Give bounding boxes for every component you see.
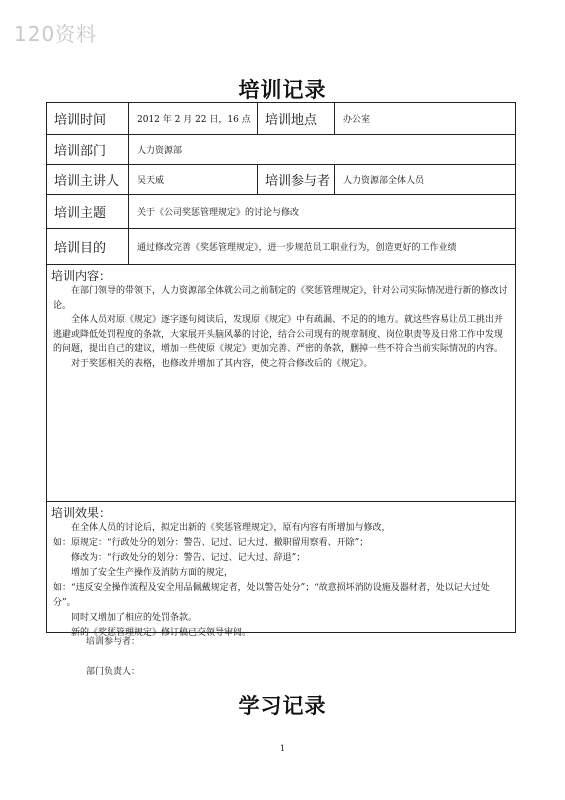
lecturer-label: 培训主讲人 xyxy=(47,165,129,194)
row-time-place xyxy=(47,103,515,135)
time-value: 2012 年 2 月 22 日，16 点 xyxy=(129,103,258,134)
effect-line: 在全体人员的讨论后，拟定出新的《奖惩管理规定》，原有内容有所增加与修改， xyxy=(71,523,391,533)
row-dept xyxy=(47,135,515,165)
purpose-label: 培训目的 xyxy=(47,229,129,264)
effect-line: 同时又增加了相应的处罚条款。 xyxy=(71,613,198,623)
page-number: 1 xyxy=(279,744,286,753)
dept-head-signature-line: 部门负责人： xyxy=(86,667,141,677)
watermark: 120资料 xyxy=(14,22,98,46)
effect-line: 如：“违反安全操作流程及安全用品佩戴规定者，处以警告处分”；“故意损坏消防设施及器材者，处以记大过处分”。 xyxy=(53,583,490,608)
effect-block xyxy=(47,502,515,638)
row-lecturer xyxy=(47,165,515,195)
effect-line: 如：原规定：“行政处分的划分：警告、记过、记大过、撤职留用察看、开除”； xyxy=(53,538,369,548)
effect-heading: 培训效果： xyxy=(51,506,112,520)
second-title: 学习记录 xyxy=(238,694,327,718)
content-heading: 培训内容： xyxy=(51,269,112,283)
row-topic xyxy=(47,195,515,229)
effect-line: 增加了安全生产操作及消防方面的规定， xyxy=(71,568,234,578)
participants-value: 人力资源部全体人员 xyxy=(343,176,425,186)
row-purpose xyxy=(47,229,515,265)
dept-label: 培训部门 xyxy=(47,135,129,164)
training-record-form xyxy=(46,102,516,638)
content-paragraph: 全体人员对原《规定》逐字逐句阅读后，发现原《规定》中有疏漏、不足的的地方。就这些容易让员工挑出并逃避或降低处罚程度的条款，大家展开头脑风暴的讨论，结合公司现有的规章制度、岗位职责等及日常工作中发现的问题，提出自己的建议，增加一些使原《规定》更加完善、严密的条款，删掉一些不符合当前实际情况的内容。 xyxy=(53,315,504,354)
participants-signature-line: 培训参与者： xyxy=(86,637,141,647)
effect-line: 修改为：“行政处分的划分：警告、记过、记大过、辞退”； xyxy=(71,553,306,563)
lecturer-value: 吴天威 xyxy=(129,165,258,194)
participants-label: 培训参与者 xyxy=(258,165,335,194)
place-value: 办公室 xyxy=(343,115,371,125)
content-paragraph: 对于奖惩相关的表格，也修改并增加了其内容，使之符合修改后的《规定》。 xyxy=(71,358,373,369)
page-title: 培训记录 xyxy=(238,78,327,102)
content-paragraph: 在部门领导的带领下，人力资源部全体就公司之前制定的《奖惩管理规定》，针对公司实际情况进行新的修改讨论。 xyxy=(53,286,508,311)
topic-label: 培训主题 xyxy=(47,195,129,228)
dept-value: 人力资源部 xyxy=(137,146,183,156)
effect-line: 新的《奖惩管理规定》修订稿已交领导审阅。 xyxy=(71,628,252,638)
content-block xyxy=(47,265,515,502)
place-label: 培训地点 xyxy=(258,103,335,134)
topic-value: 关于《公司奖惩管理规定》的讨论与修改 xyxy=(137,208,300,218)
purpose-value: 通过修改完善《奖惩管理规定》，进一步规范员工职业行为，创造更好的工作业绩 xyxy=(137,243,457,253)
time-label: 培训时间 xyxy=(47,103,129,134)
